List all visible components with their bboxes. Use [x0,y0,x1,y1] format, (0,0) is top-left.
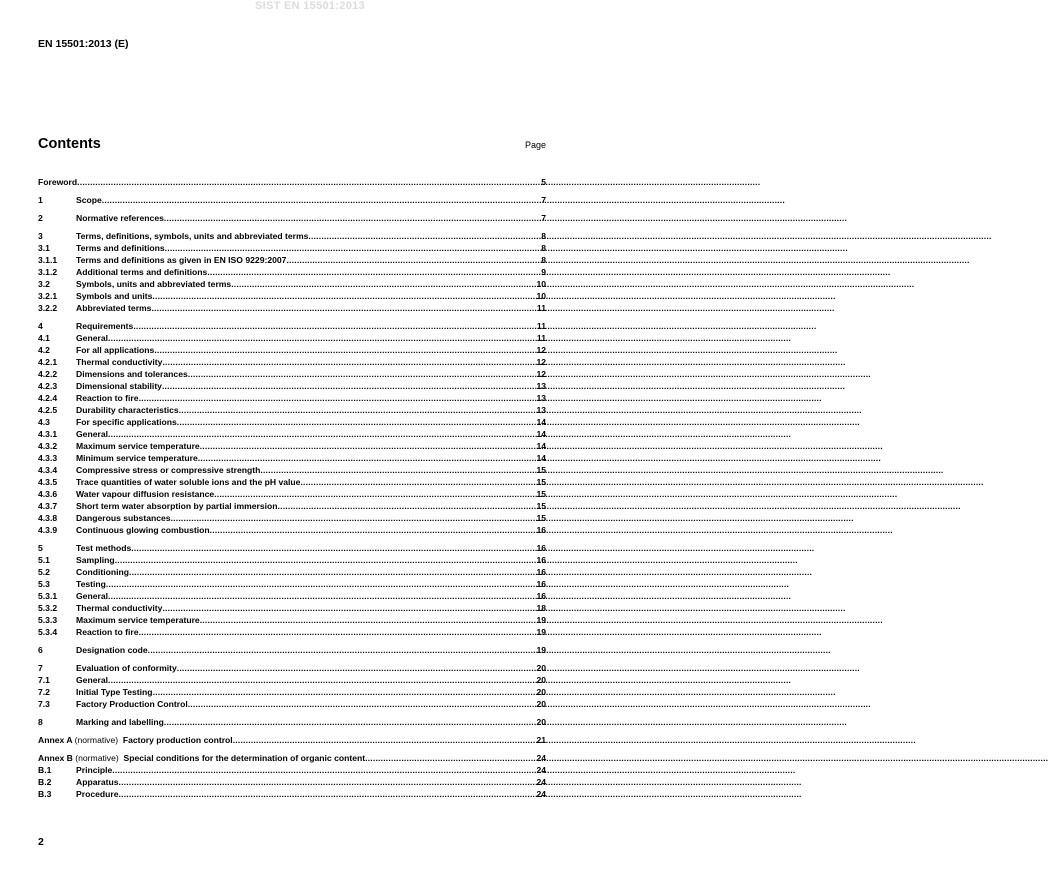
toc-entry-title: Terms, definitions, symbols, units and abbreviated terms [76,231,309,241]
dot-leader [148,644,537,656]
toc-entry-title: Testing [76,579,106,589]
dot-leader [179,404,537,416]
dot-leader [108,332,537,344]
toc-entry-number: 3.1 [38,243,50,253]
toc-entry-number: 7.1 [38,675,50,685]
annex-label: Annex A [38,735,73,745]
toc-entry-page: 20 [536,663,546,673]
toc-entry[interactable] [38,554,546,566]
toc-entry-page: 20 [536,675,546,685]
toc-entry-page: 20 [536,687,546,697]
toc-entry-number: 4.3.2 [38,441,58,451]
dot-leader [233,734,537,746]
toc-entry-page: 16 [536,543,546,553]
toc-entry[interactable] [38,356,546,368]
toc-entry-title: Symbols, units and abbreviated terms [76,279,232,289]
dot-leader [200,440,537,452]
toc-entry-page: 12 [536,357,546,367]
toc-entry[interactable] [38,368,546,380]
toc-entry-page: 13 [536,405,546,415]
toc-entry[interactable] [38,566,546,578]
toc-entry-page: 12 [536,369,546,379]
dot-leader [188,698,537,710]
dot-leader [102,194,541,206]
toc-entry-title: Conditioning [76,567,129,577]
dot-leader [139,392,537,404]
toc-entry-page: 15 [536,501,546,511]
toc-entry-number: 7 [38,663,43,673]
toc-entry-title: Thermal conductivity [76,603,163,613]
toc-entry-number: 8 [38,717,43,727]
dot-leader [188,368,537,380]
toc-entry-number: 5.3.1 [38,591,58,601]
toc-entry-page: 14 [536,453,546,463]
toc-entry[interactable] [38,428,546,440]
toc-entry[interactable] [38,524,546,536]
dot-leader [365,752,536,764]
toc-entry-title [38,734,233,746]
toc-entry-number: 4.2.3 [38,381,58,391]
toc-entry-title: Dangerous substances [76,513,171,523]
toc-entry-number: 3.2.1 [38,291,58,301]
toc-entry-title: Principle [76,765,113,775]
toc-entry[interactable] [38,320,546,332]
toc-entry-page: 13 [536,393,546,403]
toc-entry[interactable] [38,302,546,314]
toc-entry-number: 3.2 [38,279,50,289]
toc-entry-title: Durability characteristics [76,405,179,415]
dot-leader [162,356,536,368]
dot-leader [77,176,541,188]
toc-entry-page: 15 [536,465,546,475]
toc-entry-page: 13 [536,381,546,391]
toc-entry-number: B.1 [38,765,52,775]
toc-entry-page: 18 [536,603,546,613]
toc-entry-page: 14 [536,441,546,451]
dot-leader [119,788,537,800]
toc-entry-title: General [76,675,109,685]
toc-entry[interactable] [38,392,546,404]
toc-entry-title: Short term water absorption by partial immersion [76,501,278,511]
toc-entry-title: Terms and definitions [76,243,165,253]
toc-entry-page: 19 [536,627,546,637]
toc-entry-title: Terms and definitions as given in EN ISO 9229:2007 [76,255,287,265]
toc-entry-number: 6 [38,645,43,655]
toc-entry-page: 11 [536,321,546,331]
toc-entry-number: 4.1 [38,333,50,343]
toc-entry-page: 24 [536,753,546,763]
page-number: 2 [38,836,44,848]
toc-entry[interactable] [38,590,546,602]
toc-entry-page: 19 [536,615,546,625]
toc-entry-title: Minimum service temperature [76,453,198,463]
toc-entry-title: Water vapour diffusion resistance [76,489,215,499]
toc-entry-title: Maximum service temperature [76,615,200,625]
toc-entry-number: 4.3.8 [38,513,58,523]
toc-entry-page: 9 [541,267,546,277]
toc-entry-number: 3 [38,231,43,241]
toc-entry-title: Foreword [38,177,78,187]
toc-entry-page: 20 [536,699,546,709]
toc-entry-title: Factory Production Control [76,699,188,709]
toc-entry[interactable] [38,602,546,614]
toc-entry-title: General [76,591,109,601]
dot-leader [154,344,536,356]
toc-entry[interactable] [38,488,546,500]
toc-entry-number: 4.3.6 [38,489,58,499]
toc-entry-title: General [76,333,109,343]
toc-entry-number: 4.3.1 [38,429,58,439]
dot-leader [207,266,541,278]
toc-entry-number: 4.3.5 [38,477,58,487]
toc-entry[interactable] [38,644,546,656]
toc-entry-title: Thermal conductivity [76,357,163,367]
toc-entry-title: For specific applications [76,417,177,427]
toc-entry-title: Symbols and units [76,291,153,301]
toc-entry[interactable] [38,344,546,356]
toc-entry[interactable] [38,290,546,302]
toc-entry[interactable] [38,440,546,452]
toc-entry-title: Additional terms and definitions [76,267,208,277]
annex-qualifier: (normative) [74,735,119,745]
toc-entry[interactable] [38,416,546,428]
toc-entry-page: 21 [536,735,546,745]
annex-label: Annex B [38,753,73,763]
toc-entry[interactable] [38,578,546,590]
toc-entry-number: 5.3.3 [38,615,58,625]
toc-entry-page: 24 [536,765,546,775]
dot-leader [260,464,536,476]
dot-leader [162,380,536,392]
dot-leader [108,674,536,686]
dot-leader [106,578,537,590]
dot-leader [151,302,536,314]
dot-leader [210,524,537,536]
toc-entry-number: 4.2 [38,345,50,355]
toc-entry-number: 3.1.1 [38,255,58,265]
dot-leader [308,230,541,242]
toc-entry-number: 4.3.3 [38,453,58,463]
dot-leader [115,554,537,566]
toc-entry-title: Dimensional stability [76,381,162,391]
toc-entry-page: 7 [541,195,546,205]
toc-entry-page: 10 [536,279,546,289]
toc-entry-page: 8 [541,243,546,253]
toc-entry-title: Test methods [76,543,132,553]
toc-entry[interactable] [38,212,546,224]
dot-leader [300,476,536,488]
toc-entry-title: Sampling [76,555,115,565]
toc-entry[interactable] [38,452,546,464]
toc-entry[interactable] [38,380,546,392]
toc-entry-page: 16 [536,591,546,601]
toc-entry-number: B.2 [38,777,52,787]
toc-entry[interactable] [38,764,546,776]
dot-leader [278,500,537,512]
toc-entry-page: 14 [536,429,546,439]
toc-entry[interactable] [38,404,546,416]
toc-entry[interactable] [38,662,546,674]
toc-entry-number: 3.2.2 [38,303,58,313]
toc-entry[interactable] [38,788,546,800]
dot-leader [119,776,537,788]
toc-entry-page: 5 [541,177,546,187]
page-column-label: Page [524,140,546,150]
toc-entry-page: 15 [536,489,546,499]
dot-leader [129,566,536,578]
annex-title: Factory production control [122,735,233,745]
toc-entry[interactable] [38,194,546,206]
toc-entry[interactable] [38,734,546,746]
toc-entry-page: 19 [536,645,546,655]
toc-entry-title: Procedure [76,789,119,799]
toc-entry[interactable] [38,512,546,524]
toc-entry[interactable] [38,230,546,242]
toc-entry-title: Dimensions and tolerances [76,369,188,379]
toc-entry[interactable] [38,500,546,512]
toc-entry-number: 4.3.4 [38,465,58,475]
toc-entry[interactable] [38,752,546,764]
toc-entry[interactable] [38,476,546,488]
toc-entry-number: B.3 [38,789,52,799]
standard-id: EN 15501:2013 (E) [38,38,129,50]
toc-entry-number: 5.3.4 [38,627,58,637]
dot-leader [200,614,537,626]
toc-entry-number: 4.2.5 [38,405,58,415]
toc-entry[interactable] [38,254,546,266]
toc-entry-page: 24 [536,789,546,799]
annex-qualifier: (normative) [75,753,119,763]
toc-entry-title: General [76,429,109,439]
dot-leader [164,212,541,224]
toc-entry-number: 5.1 [38,555,50,565]
toc-entry[interactable] [38,626,546,638]
toc-entry-title: Compressive stress or compressive strength [76,465,261,475]
toc-entry[interactable] [38,674,546,686]
toc-entry-page: 14 [536,417,546,427]
dot-leader [177,416,537,428]
toc-entry-title: Abbreviated terms [76,303,152,313]
toc-entry-number: 4.2.1 [38,357,58,367]
toc-entry-title: Scope [76,195,102,205]
toc-entry[interactable] [38,698,546,710]
dot-leader [152,290,536,302]
toc-entry-title [38,752,365,764]
toc-entry-page: 8 [541,255,546,265]
toc-entry-number: 4 [38,321,43,331]
toc-entry-title: Marking and labelling [76,717,164,727]
dot-leader [214,488,536,500]
toc-entry-title: Maximum service temperature [76,441,200,451]
toc-entry-title: For all applications [76,345,155,355]
toc-entry[interactable] [38,176,546,188]
dot-leader [108,428,536,440]
toc-entry-page: 11 [536,303,546,313]
toc-entry[interactable] [38,266,546,278]
toc-entry-number: 5.3 [38,579,50,589]
dot-leader [153,686,537,698]
toc-entry-title: Normative references [76,213,164,223]
toc-entry-number: 4.2.4 [38,393,58,403]
toc-entry-page: 10 [536,291,546,301]
toc-entry-title: Initial Type Testing [76,687,153,697]
dot-leader [177,662,537,674]
toc-entry[interactable] [38,686,546,698]
toc-entry[interactable] [38,332,546,344]
toc-entry[interactable] [38,542,546,554]
dot-leader [198,452,537,464]
annex-title: Special conditions for the determination of organic content [123,753,366,763]
toc-entry-page: 24 [536,777,546,787]
toc-entry-title: Continuous glowing combustion [76,525,210,535]
toc-entry-page: 16 [536,579,546,589]
dot-leader [286,254,541,266]
toc-entry-page: 12 [536,345,546,355]
watermark: SIST EN 15501:2013 [255,0,365,12]
toc-entry-page: 16 [536,567,546,577]
dot-leader [133,320,537,332]
toc-entry-page: 20 [536,717,546,727]
dot-leader [162,602,536,614]
toc-entry-number: 5.2 [38,567,50,577]
toc-entry-title: Reaction to fire [76,393,139,403]
toc-entry-page: 7 [541,213,546,223]
toc-entry-title: Reaction to fire [76,627,139,637]
toc-entry[interactable] [38,776,546,788]
toc-entry-page: 15 [536,513,546,523]
toc-entry-number: 1 [38,195,43,205]
toc-entry-page: 11 [536,333,546,343]
toc-entry-page: 8 [541,231,546,241]
toc-entry-title: Trace quantities of water soluble ions and the pH value [76,477,301,487]
toc-entry-number: 4.3.9 [38,525,58,535]
toc-entry-number: 3.1.2 [38,267,58,277]
toc-entry[interactable] [38,614,546,626]
dot-leader [139,626,537,638]
toc-entry-title: Evaluation of conformity [76,663,177,673]
dot-leader [171,512,537,524]
toc-entry-page: 15 [536,477,546,487]
table-of-contents [38,176,546,800]
toc-entry-number: 2 [38,213,43,223]
toc-entry-title: Requirements [76,321,134,331]
dot-leader [131,542,536,554]
toc-entry[interactable] [38,278,546,290]
toc-entry-number: 4.3.7 [38,501,58,511]
toc-entry-page: 16 [536,525,546,535]
toc-entry-number: 5 [38,543,43,553]
dot-leader [165,242,542,254]
toc-entry[interactable] [38,242,546,254]
toc-entry-number: 7.3 [38,699,50,709]
toc-entry-number: 4.3 [38,417,50,427]
toc-entry-number: 4.2.2 [38,369,58,379]
dot-leader [112,764,536,776]
toc-entry-title: Apparatus [76,777,119,787]
toc-entry-number: 5.3.2 [38,603,58,613]
toc-entry[interactable] [38,464,546,476]
toc-entry[interactable] [38,716,546,728]
dot-leader [108,590,536,602]
dot-leader [231,278,536,290]
toc-entry-title: Designation code [76,645,148,655]
page-title: Contents [38,136,101,152]
toc-entry-number: 7.2 [38,687,50,697]
toc-entry-page: 16 [536,555,546,565]
dot-leader [164,716,537,728]
